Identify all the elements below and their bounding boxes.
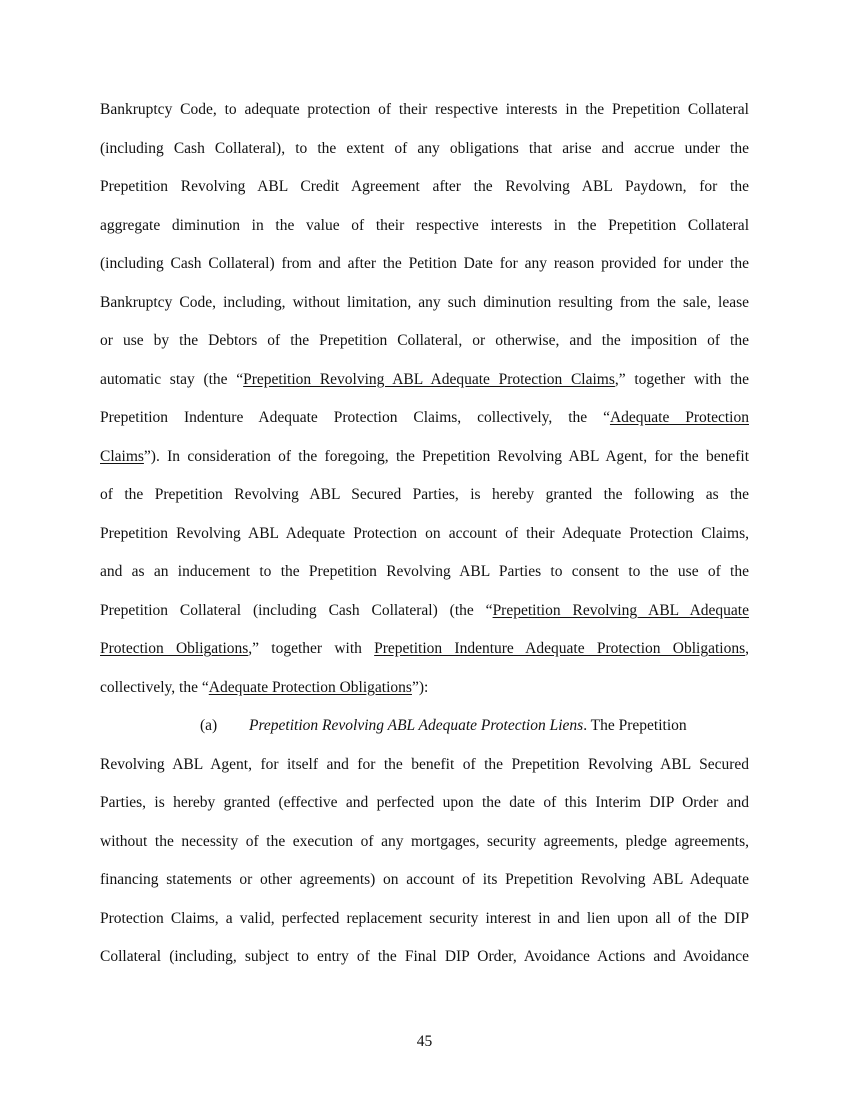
text-line: Bankruptcy Code, to adequate protection of their respective interests in the Prepetition Collateral — [100, 101, 749, 118]
text-line: Prepetition Revolving ABL Adequate Protection on account of their Adequate Protection Claims, — [100, 525, 749, 542]
text-line: of the Prepetition Revolving ABL Secured Parties, is hereby granted the following as the — [100, 486, 749, 503]
text-span: Prepetition Indenture Adequate Protection Claims, collectively, the “ — [100, 409, 610, 426]
text-line: and as an inducement to the Prepetition Revolving ABL Parties to consent to the use of the — [100, 563, 749, 580]
text-line: Prepetition Revolving ABL Credit Agreement after the Revolving ABL Paydown, for the — [100, 178, 749, 195]
defined-term: Claims — [100, 448, 144, 465]
text-line — [100, 639, 749, 659]
text-line: Protection Claims, a valid, perfected replacement security interest in and lien upon all of the DIP — [100, 910, 749, 927]
text-line: (including Cash Collateral) from and after the Petition Date for any reason provided for under the — [100, 255, 749, 272]
text-line: without the necessity of the execution of any mortgages, security agreements, pledge agreements, — [100, 833, 749, 850]
text-line — [100, 678, 749, 698]
text-span: ”): — [411, 679, 429, 696]
text-line: aggregate diminution in the value of their respective interests in the Prepetition Collateral — [100, 217, 749, 234]
text-span: . The Prepetition — [583, 717, 687, 734]
text-span: ”). In consideration of the foregoing, the Prepetition Revolving ABL Agent, for the benefit — [143, 448, 749, 465]
text-span: ,” together with the — [614, 371, 749, 388]
text-line: Bankruptcy Code, including, without limitation, any such diminution resulting from the sale, lease — [100, 294, 749, 311]
page-number: 45 — [416, 1033, 433, 1050]
text-line — [100, 408, 749, 428]
text-line: or use by the Debtors of the Prepetition Collateral, or otherwise, and the imposition of the — [100, 332, 749, 349]
defined-term: Adequate Protection — [609, 409, 749, 426]
text-span: automatic stay (the “ — [100, 371, 244, 388]
text-line — [100, 601, 749, 621]
defined-term: Adequate Protection Obligations — [208, 679, 412, 696]
text-line — [100, 370, 749, 390]
subsection-number: (a) — [200, 717, 218, 734]
subsection-title: Prepetition Revolving ABL Adequate Protection Liens — [249, 717, 584, 734]
defined-term: Prepetition Revolving ABL Adequate Protection Claims — [243, 371, 615, 388]
text-line: (including Cash Collateral), to the extent of any obligations that arise and accrue under the — [100, 140, 749, 157]
text-line: Parties, is hereby granted (effective and perfected upon the date of this Interim DIP Order and — [100, 794, 749, 811]
defined-term: Protection Obligations — [100, 640, 249, 657]
text-span: , — [745, 640, 749, 657]
subsection-heading — [200, 716, 749, 736]
text-line — [100, 447, 749, 467]
text-line: financing statements or other agreements) on account of its Prepetition Revolving ABL Adequate — [100, 871, 749, 888]
defined-term: Prepetition Revolving ABL Adequate — [492, 602, 749, 619]
text-line: Revolving ABL Agent, for itself and for the benefit of the Prepetition Revolving ABL Secured — [100, 756, 749, 773]
text-line: Collateral (including, subject to entry of the Final DIP Order, Avoidance Actions and Avoidance — [100, 948, 749, 965]
defined-term: Prepetition Indenture Adequate Protection Obligations — [374, 640, 746, 657]
text-span: collectively, the “ — [100, 679, 209, 696]
text-span: ,” together with — [248, 640, 375, 657]
text-span: Prepetition Collateral (including Cash Collateral) (the “ — [100, 602, 493, 619]
